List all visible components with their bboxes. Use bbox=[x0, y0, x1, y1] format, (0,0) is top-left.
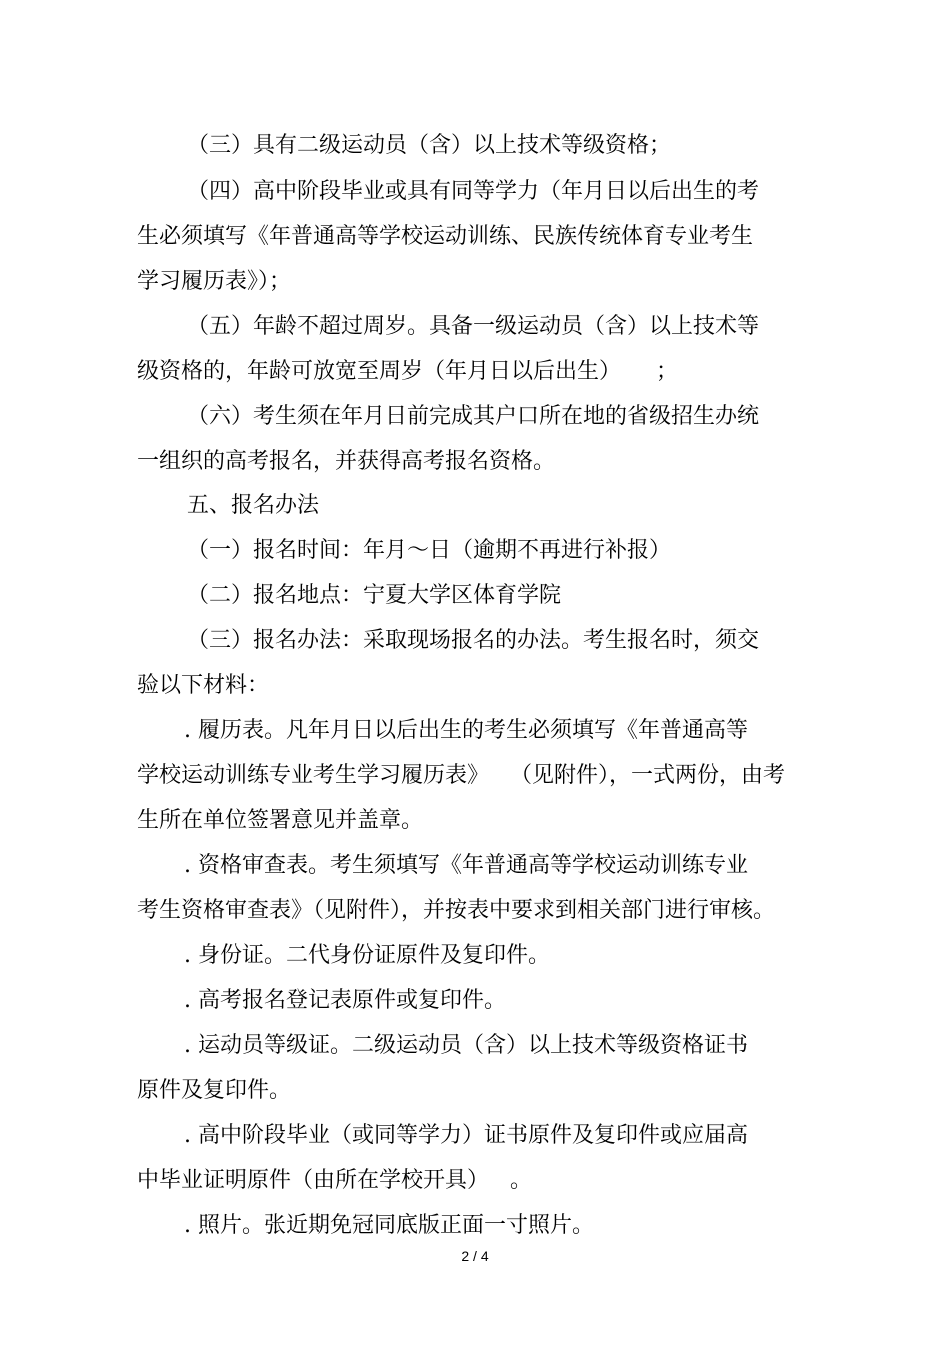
list-item: . 运动员等级证。二级运动员（含）以上技术等级资格证书 bbox=[184, 1033, 748, 1058]
text-line: 生所在单位签署意见并盖章。 bbox=[137, 808, 424, 833]
list-item: . 身份证。二代身份证原件及复印件。 bbox=[184, 943, 550, 968]
list-item: . 高考报名登记表原件或复印件。 bbox=[184, 988, 506, 1013]
page-number: 2 / 4 bbox=[461, 1248, 489, 1264]
text-line: 考生资格审查表》（见附件），并按表中要求到相关部门进行审核。 bbox=[137, 898, 776, 923]
list-item: . 照片。张近期免冠同底版正面一寸照片。 bbox=[184, 1213, 594, 1238]
text-line: 级资格的，年龄可放宽至周岁（年月日以后出生） ； bbox=[137, 359, 678, 384]
text-line: （三）报名办法：采取现场报名的办法。考生报名时，须交 bbox=[187, 628, 760, 653]
list-item: . 资格审查表。考生须填写《年普通高等学校运动训练专业 bbox=[184, 853, 748, 878]
text-line: 一组织的高考报名，并获得高考报名资格。 bbox=[137, 449, 556, 474]
list-item: . 履历表。凡年月日以后出生的考生必须填写《年普通高等 bbox=[184, 718, 748, 743]
text-line: （二）报名地点：宁夏大学区体育学院 bbox=[187, 583, 562, 608]
text-line: 中毕业证明原件（由所在学校开具） 。 bbox=[137, 1168, 532, 1193]
section-heading: 五、报名办法 bbox=[187, 493, 320, 518]
text-line: （三）具有二级运动员（含）以上技术等级资格； bbox=[187, 133, 672, 158]
text-line: 学习履历表》）； bbox=[137, 269, 292, 294]
text-line: 原件及复印件。 bbox=[137, 1078, 292, 1103]
text-line: （一）报名时间：年月～日（逾期不再进行补报） bbox=[187, 538, 672, 563]
text-line: 学校运动训练专业考生学习履历表》 （见附件），一式两份，由考 bbox=[137, 763, 785, 788]
text-line: （五）年龄不超过周岁。具备一级运动员（含）以上技术等 bbox=[187, 314, 760, 339]
text-line: （六）考生须在年月日前完成其户口所在地的省级招生办统 bbox=[187, 404, 760, 429]
text-line: 生必须填写《年普通高等学校运动训练、民族传统体育专业考生 bbox=[137, 224, 754, 249]
text-line: （四）高中阶段毕业或具有同等学力（年月日以后出生的考 bbox=[187, 179, 760, 204]
list-item: . 高中阶段毕业（或同等学力）证书原件及复印件或应届高 bbox=[184, 1123, 748, 1148]
text-line: 验以下材料： bbox=[137, 673, 270, 698]
